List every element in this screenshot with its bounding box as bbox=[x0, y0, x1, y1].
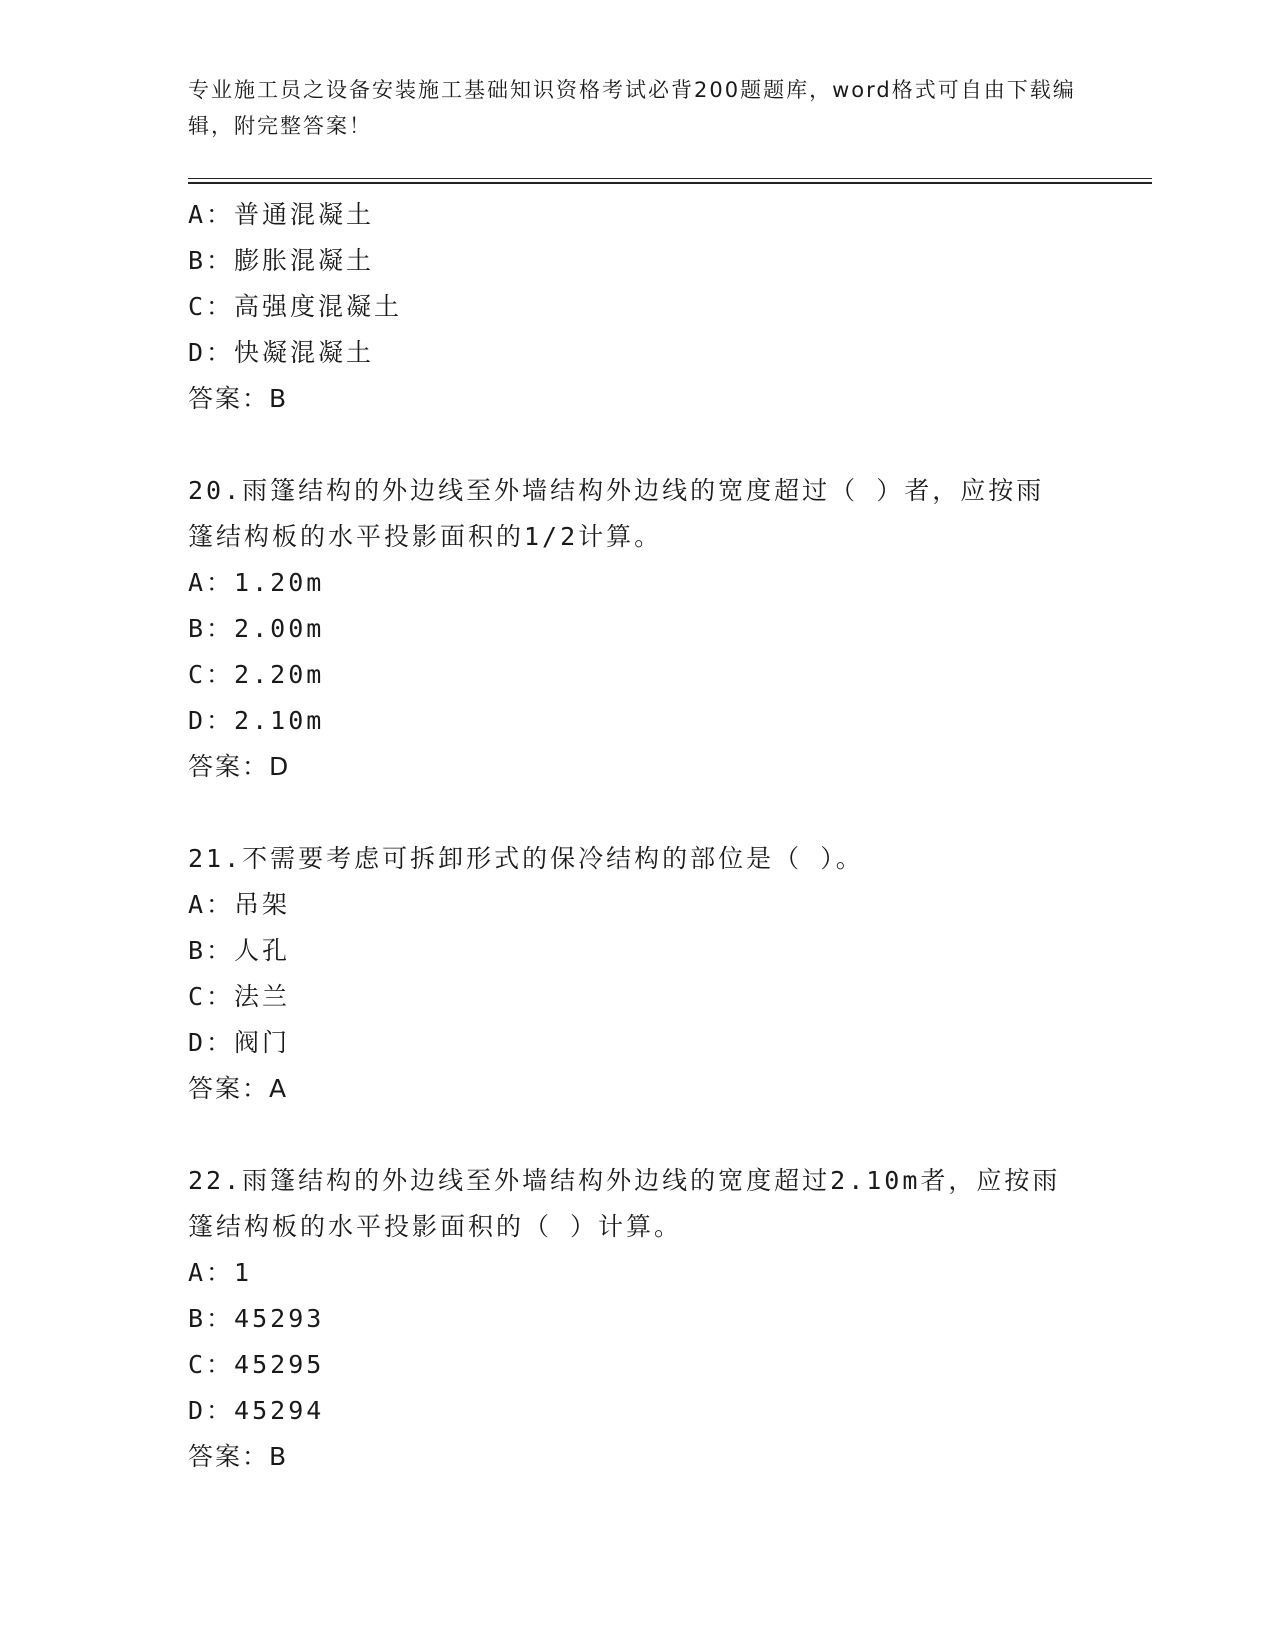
question-stem: 20.雨篷结构的外边线至外墙结构外边线的宽度超过（ ）者，应按雨 bbox=[188, 476, 1045, 505]
option-a: A：1.20m bbox=[188, 568, 325, 597]
question-stem: 21.不需要考虑可拆卸形式的保冷结构的部位是（ ）。 bbox=[188, 844, 864, 873]
option-c: C：高强度混凝土 bbox=[188, 292, 403, 321]
document-title: 专业施工员之设备安装施工基础知识资格考试必背200题题库，word格式可自由下载编辑，附完整答案！ bbox=[188, 78, 1076, 138]
option-b: B：2.00m bbox=[188, 614, 325, 643]
header-divider-top bbox=[188, 178, 1152, 179]
option-b: B：45293 bbox=[188, 1304, 325, 1333]
option-a: A：吊架 bbox=[188, 890, 291, 919]
option-c: C：法兰 bbox=[188, 982, 291, 1011]
option-a: A：普通混凝土 bbox=[188, 200, 375, 229]
option-d: D：2.10m bbox=[188, 706, 325, 735]
option-c: C：2.20m bbox=[188, 660, 325, 689]
answer: 答案：D bbox=[188, 752, 291, 781]
header-divider-bottom bbox=[188, 182, 1152, 184]
answer: 答案：B bbox=[188, 384, 289, 413]
question-22 bbox=[188, 1158, 1088, 1480]
option-c: C：45295 bbox=[188, 1350, 325, 1379]
question-stem: 22.雨篷结构的外边线至外墙结构外边线的宽度超过2.10m者，应按雨 bbox=[188, 1166, 1061, 1195]
question-19 bbox=[188, 192, 1088, 422]
question-20 bbox=[188, 468, 1088, 790]
answer: 答案：A bbox=[188, 1074, 289, 1103]
option-d: D：快凝混凝土 bbox=[188, 338, 375, 367]
question-21 bbox=[188, 836, 1088, 1112]
option-d: D：45294 bbox=[188, 1396, 325, 1425]
answer: 答案：B bbox=[188, 1442, 289, 1471]
option-a: A：1 bbox=[188, 1258, 253, 1287]
question-stem-continued: 篷结构板的水平投影面积的（ ）计算。 bbox=[188, 1212, 683, 1241]
question-stem-continued: 篷结构板的水平投影面积的1/2计算。 bbox=[188, 522, 663, 551]
option-b: B：膨胀混凝土 bbox=[188, 246, 375, 275]
option-d: D：阀门 bbox=[188, 1028, 291, 1057]
option-b: B：人孔 bbox=[188, 936, 291, 965]
question-list bbox=[188, 192, 1088, 1480]
